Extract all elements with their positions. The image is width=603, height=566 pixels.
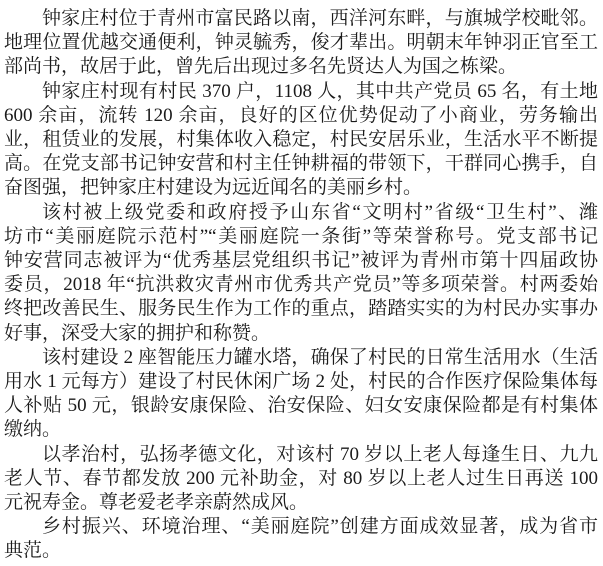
text-line: 典范。 (4, 540, 62, 562)
text-line: 部尚书，故居于此，曾先后出现过多名先贤达人为国之栋梁。 (4, 56, 518, 78)
text-line: 缴纳。 (4, 419, 62, 441)
text-line: 奋图强，把钟家庄村建设为远近闻名的美丽乡村。 (4, 177, 423, 199)
text-line: 人补贴 50 元，银龄安康保险、治安保险、妇女安康保险都是有村集体 (4, 395, 598, 417)
paragraph (4, 7, 598, 80)
text-line: 地理位置优越交通便利，钟灵毓秀，俊才辈出。明朝末年钟羽正官至工 (4, 32, 598, 54)
paragraph (4, 80, 598, 201)
text-line: 用水 1 元每方）建设了村民休闲广场 2 处，村民的合作医疗保险集体每 (4, 371, 598, 393)
text-line: 坊市“美丽庭院示范村”“美丽庭院一条街”等荣誉称号。党支部书记 (4, 225, 598, 247)
text-line: 元祝寿金。尊老爱老孝亲蔚然成风。 (4, 492, 309, 514)
text-line: 钟安营同志被评为“优秀基层党组织书记”被评为青州市第十四届政协 (4, 250, 598, 272)
text-line: 业，租赁业的发展，村集体收入稳定，村民安居乐业，生活水平不断提 (4, 129, 598, 151)
text-line: 委员，2018 年“抗洪救灾青州市优秀共产党员”等多项荣誉。村两委始 (4, 274, 598, 296)
paragraph (4, 346, 598, 443)
text-line: 钟家庄村位于青州市富民路以南，西洋河东畔，与旗城学校毗邻。 (42, 8, 598, 29)
text-line: 600 余亩，流转 120 余亩，良好的区位优势促动了小商业，劳务输出 (4, 104, 598, 126)
text-line: 乡村振兴、环境治理、“美丽庭院”创建方面成效显著，成为省市 (42, 516, 598, 538)
text-line: 该村被上级党委和政府授予山东省“文明村”省级“卫生村”、潍 (42, 201, 598, 223)
text-line: 该村建设 2 座智能压力罐水塔，确保了村民的日常生活用水（生活 (42, 346, 598, 368)
paragraph (4, 443, 598, 516)
text-line: 老人节、春节都发放 200 元补助金，对 80 岁以上老人过生日再送 100 (4, 467, 598, 489)
paragraph (4, 201, 598, 346)
text-line: 钟家庄村现有村民 370 户，1108 人，其中共产党员 65 名，有土地 (42, 80, 598, 102)
text-line: 以孝治村，弘扬孝德文化，对该村 70 岁以上老人每逢生日、九九 (42, 443, 598, 465)
text-line: 好事，深受大家的拥护和称赞。 (4, 322, 271, 344)
paragraph (4, 515, 598, 563)
text-line: 高。在党支部书记钟安营和村主任钟耕福的带领下，干群同心携手，自 (4, 153, 598, 175)
text-line: 终把改善民生、服务民生作为工作的重点，踏踏实实的为村民办实事办 (4, 298, 598, 320)
